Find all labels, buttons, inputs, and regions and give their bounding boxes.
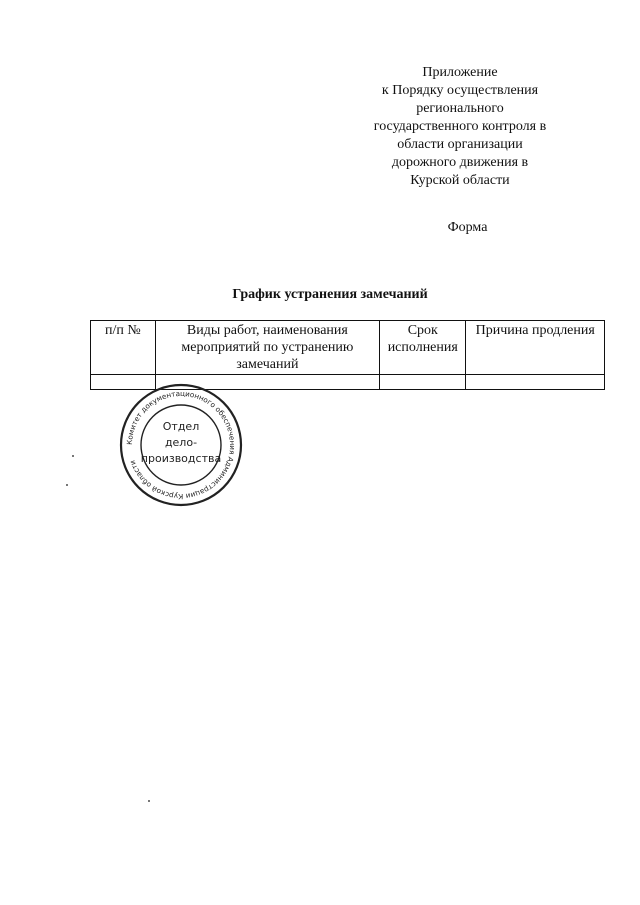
stamp-center-line-3: производства <box>140 452 222 465</box>
annex-line-4: государственного контроля в <box>373 119 547 134</box>
office-stamp <box>117 383 245 507</box>
scan-speck <box>72 455 74 457</box>
annex-header <box>360 64 560 190</box>
annex-line-7: Курской области <box>410 173 510 188</box>
scan-speck <box>148 800 150 802</box>
document-title: График устранения замечаний <box>232 287 428 302</box>
stamp-center-line-1: Отдел <box>162 420 200 433</box>
table-header-row <box>91 321 605 375</box>
annex-line-6: дорожного движения в <box>391 155 529 170</box>
annex-line-1: Приложение <box>422 65 498 80</box>
table-cell <box>380 375 466 390</box>
annex-line-5: области организации <box>397 137 523 152</box>
stamp-ring-text: Комитет документационного обеспечения Администрации Курской области <box>124 388 238 502</box>
column-header-extension-reason: Причина продления <box>466 321 605 375</box>
column-header-number: п/п № <box>91 321 156 375</box>
annex-line-3: регионального <box>416 101 504 116</box>
form-label: Форма <box>447 220 488 235</box>
column-header-deadline: Срок исполнения <box>380 321 466 375</box>
table-cell <box>466 375 605 390</box>
column-header-works: Виды работ, наименования мероприятий по устранению замечаний <box>155 321 379 375</box>
scan-speck <box>66 484 68 486</box>
stamp-seal-graphic <box>117 383 245 507</box>
schedule-table <box>90 320 605 390</box>
annex-line-2: к Порядку осуществления <box>381 83 539 98</box>
stamp-center-line-2: дело- <box>164 436 198 449</box>
